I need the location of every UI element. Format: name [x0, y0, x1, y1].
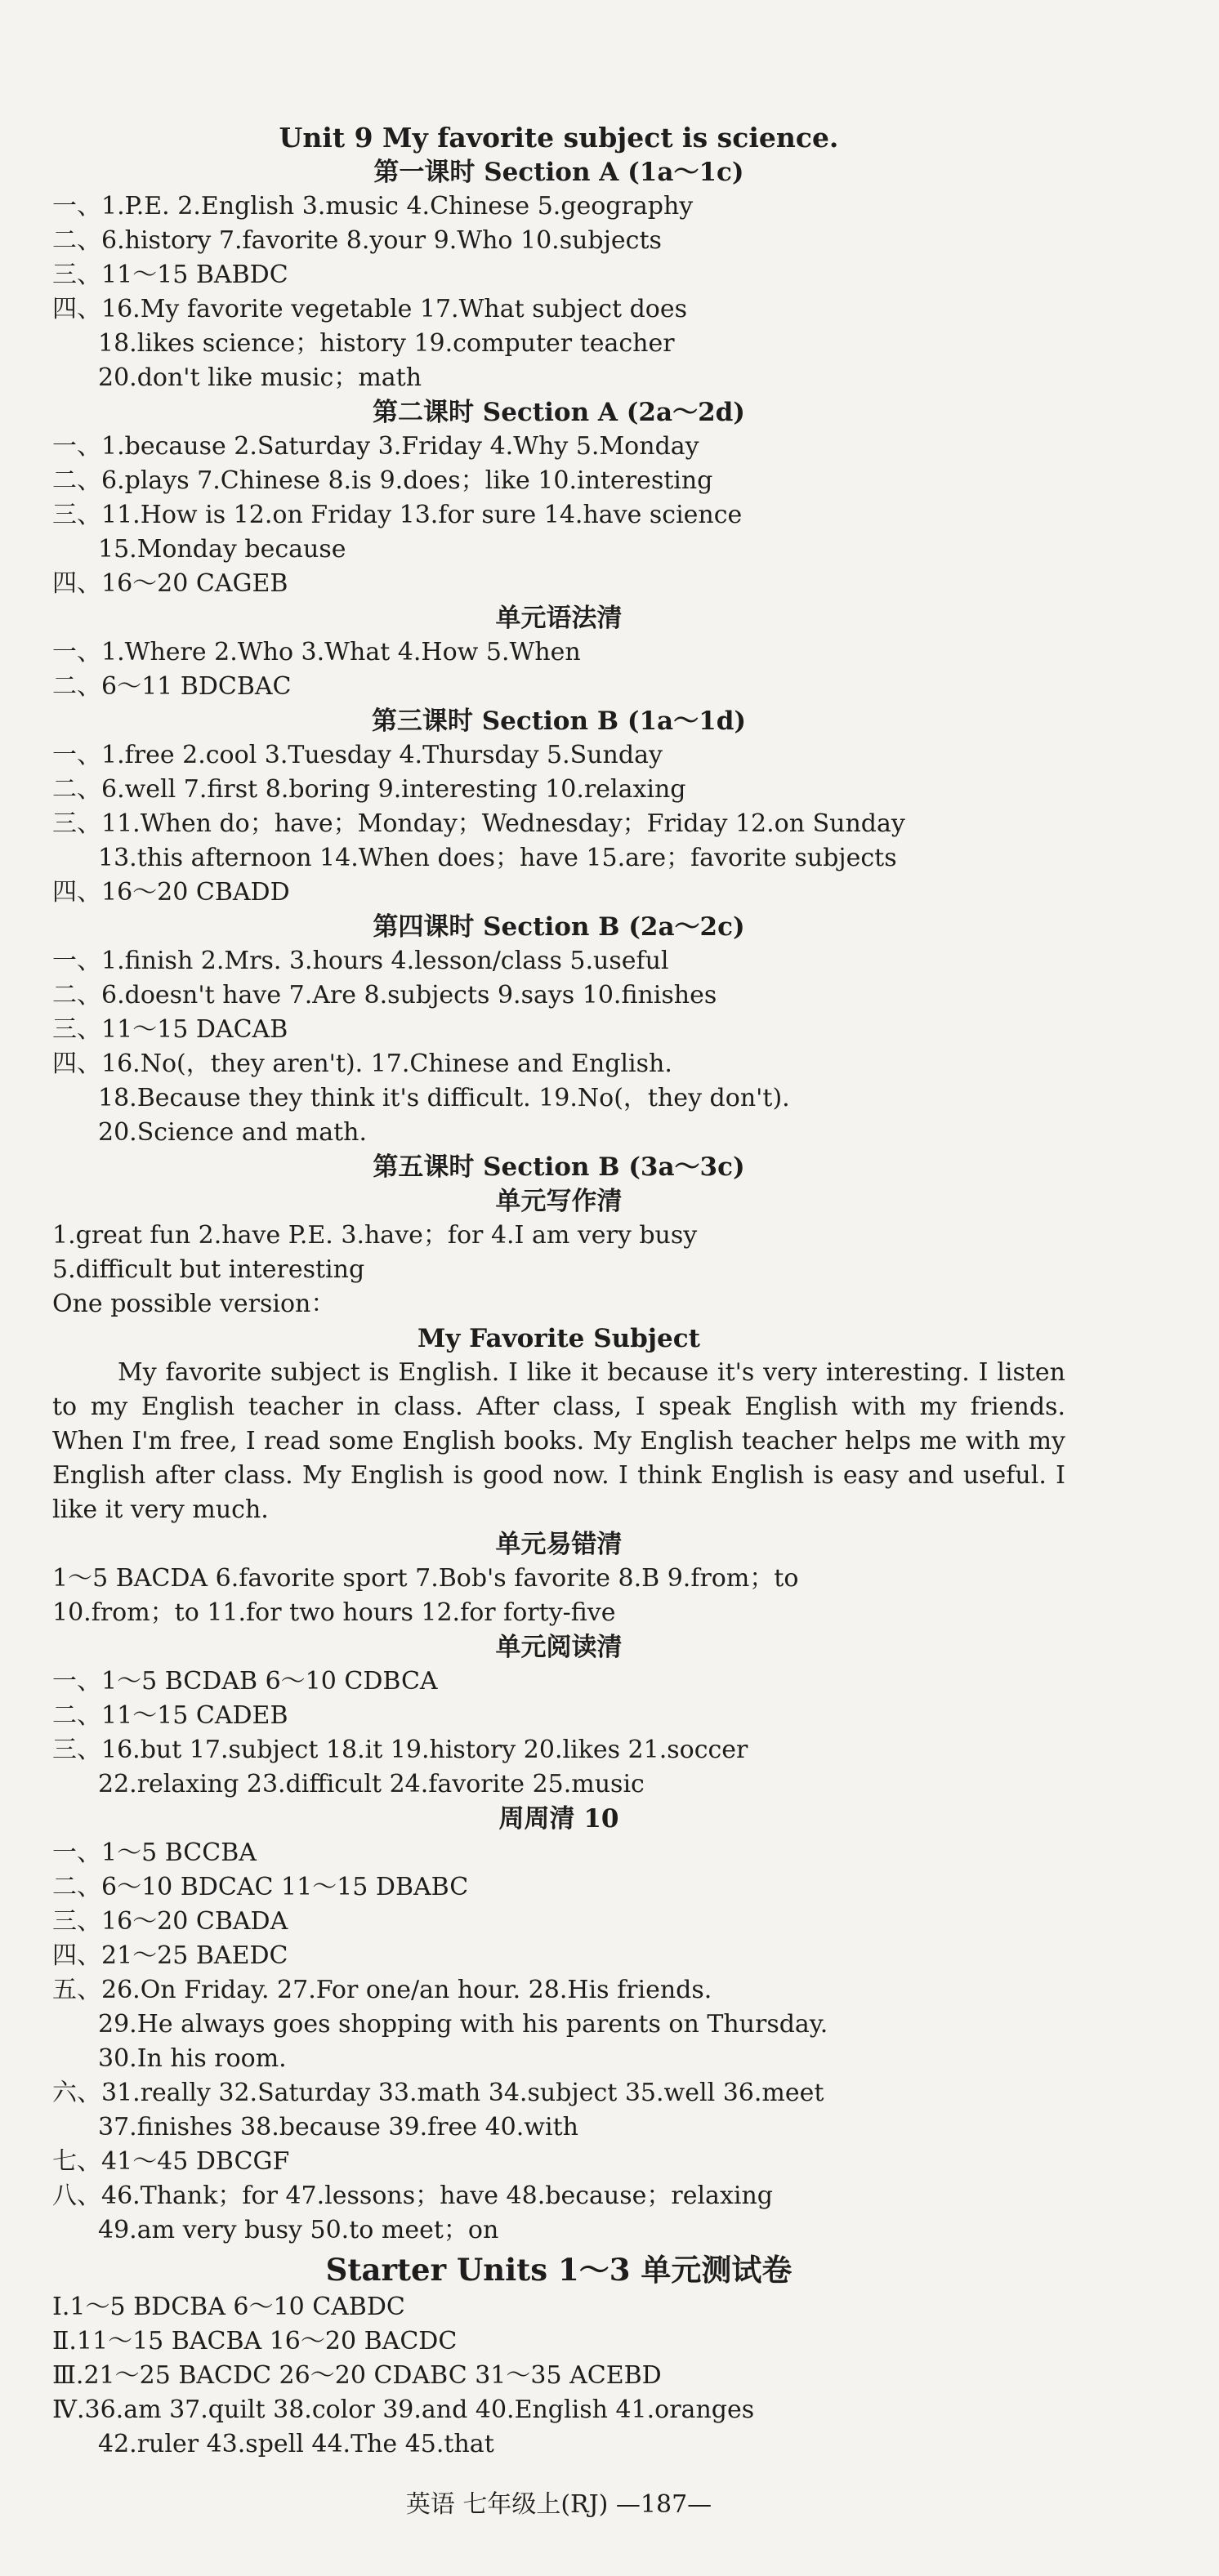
answer-line: 二、6～11 BDCBAC — [52, 672, 292, 701]
lesson3-heading: 第三课时 Section B (1a～1d) — [371, 706, 747, 736]
lesson1-heading: 第一课时 Section A (1a～1c) — [373, 158, 744, 187]
answer-line: 三、11.How is 12.on Friday 13.for sure 14.have science — [52, 501, 743, 529]
mistakes-heading: 单元易错清 — [495, 1530, 623, 1559]
weekly-heading: 周周清 10 — [498, 1804, 619, 1834]
answer-line: 三、11～15 BABDC — [52, 261, 288, 289]
answer-line: 49.am very busy 50.to meet；on — [98, 2216, 499, 2244]
answer-line: 13.this afternoon 14.When does；have 15.are；favorite subjects — [98, 844, 897, 872]
answer-line: 二、6.plays 7.Chinese 8.is 9.does；like 10.interesting — [52, 466, 713, 495]
answer-line: 一、1.because 2.Saturday 3.Friday 4.Why 5.Monday — [52, 432, 699, 461]
starter-title: Starter Units 1～3 单元测试卷 — [325, 2252, 793, 2288]
answer-line: 七、41～45 DBCGF — [52, 2147, 290, 2176]
answer-line: 三、11.When do；have；Monday；Wednesday；Friday 12.on Sunday — [52, 809, 905, 838]
grammar-heading: 单元语法清 — [495, 604, 623, 633]
lesson2-heading: 第二课时 Section A (2a～2d) — [373, 398, 745, 427]
answer-line: 四、16.My favorite vegetable 17.What subject does — [52, 295, 688, 323]
answer-line: 10.from；to 11.for two hours 12.for forty-five — [52, 1598, 616, 1627]
answer-line: 六、31.really 32.Saturday 33.math 34.subject 35.well 36.meet — [52, 2079, 824, 2107]
reading-heading: 单元阅读清 — [495, 1633, 623, 1662]
answer-line: 42.ruler 43.spell 44.The 45.that — [98, 2430, 494, 2458]
essay-title: My Favorite Subject — [417, 1324, 700, 1353]
answer-line: 29.He always goes shopping with his parents on Thursday. — [98, 2010, 828, 2039]
answer-line: 15.Monday because — [98, 535, 346, 564]
answer-line: 一、1.P.E. 2.English 3.music 4.Chinese 5.geography — [52, 192, 694, 221]
answer-line: 二、6.history 7.favorite 8.your 9.Who 10.subjects — [52, 226, 662, 255]
unit-title: Unit 9 My favorite subject is science. — [279, 122, 839, 154]
answer-line: 20.Science and math. — [98, 1118, 368, 1147]
answer-line: 一、1～5 BCDAB 6～10 CDBCA — [52, 1667, 438, 1696]
answer-line: 一、1.Where 2.Who 3.What 4.How 5.When — [52, 638, 581, 666]
answer-line: 八、46.Thank；for 47.lessons；have 48.because；relaxing — [52, 2182, 773, 2210]
answer-line: 二、11～15 CADEB — [52, 1701, 288, 1730]
answer-line: 四、16～20 CAGEB — [52, 569, 288, 598]
answer-line: 一、1.free 2.cool 3.Tuesday 4.Thursday 5.Sunday — [52, 741, 663, 769]
answer-line: 五、26.On Friday. 27.For one/an hour. 28.His friends. — [52, 1976, 712, 2004]
essay-paragraph: My favorite subject is English. I like it because it's very interesting. I listen to my English teacher in class. After class, I speak English with my friends. When I'm free, I read some English books. My English teacher helps me with my English after class. My English is good now. I think English is easy and useful. I like it very much. — [52, 1358, 1065, 1524]
answer-line: 1～5 BACDA 6.favorite sport 7.Bob's favorite 8.B 9.from；to — [52, 1564, 799, 1593]
writing-heading: 单元写作清 — [495, 1187, 623, 1216]
answer-line: 30.In his room. — [98, 2044, 287, 2073]
lesson4-heading: 第四课时 Section B (2a～2c) — [373, 912, 745, 942]
answer-line: Ⅲ.21～25 BACDC 26～20 CDABC 31～35 ACEBD — [52, 2361, 662, 2390]
answer-line: 三、16～20 CBADA — [52, 1907, 288, 1936]
answer-line: 二、6～10 BDCAC 11～15 DBABC — [52, 1873, 469, 1901]
answer-line: 三、16.but 17.subject 18.it 19.history 20.likes 21.soccer — [52, 1736, 748, 1764]
answer-line: 四、16.No(，they aren't). 17.Chinese and English. — [52, 1050, 672, 1078]
answer-line: 18.likes science；history 19.computer teacher — [98, 329, 675, 358]
answer-line: 二、6.well 7.first 8.boring 9.interesting 10.relaxing — [52, 775, 686, 804]
answer-line: 18.Because they think it's difficult. 19.No(，they don't). — [98, 1084, 790, 1112]
answer-line: 5.difficult but interesting — [52, 1255, 365, 1284]
answer-line: 一、1～5 BCCBA — [52, 1838, 257, 1867]
answer-line: 1.great fun 2.have P.E. 3.have；for 4.I am very busy — [52, 1221, 698, 1250]
answer-line: One possible version： — [52, 1290, 336, 1318]
answer-line: 四、16～20 CBADD — [52, 878, 290, 907]
answer-line: Ⅱ.11～15 BACBA 16～20 BACDC — [52, 2327, 458, 2355]
page-footer: 英语 七年级上(RJ) —187— — [405, 2490, 712, 2519]
answer-line: 二、6.doesn't have 7.Are 8.subjects 9.says 10.finishes — [52, 981, 717, 1009]
answer-line: 20.don't like music；math — [98, 363, 422, 392]
lesson5-heading: 第五课时 Section B (3a～3c) — [373, 1152, 745, 1182]
answer-line: 37.finishes 38.because 39.free 40.with — [98, 2113, 578, 2141]
answer-line: 三、11～15 DACAB — [52, 1015, 288, 1044]
answer-line: Ⅰ.1～5 BDCBA 6～10 CABDC — [52, 2293, 405, 2321]
answer-line: 22.relaxing 23.difficult 24.favorite 25.music — [98, 1770, 645, 1798]
answer-line: Ⅳ.36.am 37.quilt 38.color 39.and 40.English 41.oranges — [52, 2396, 755, 2424]
answer-line: 一、1.finish 2.Mrs. 3.hours 4.lesson/class 5.useful — [52, 947, 669, 975]
answer-line: 四、21～25 BAEDC — [52, 1941, 288, 1970]
